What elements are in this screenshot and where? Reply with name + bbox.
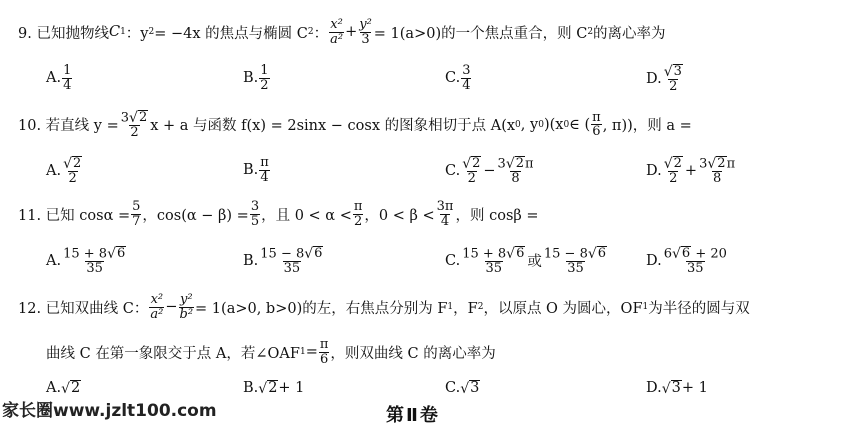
q10-option-a: A. √ 2 2 xyxy=(46,155,82,187)
q9-frac-x: $\frac{\text{x²}}{\text{a²}}$ xyxy=(330,17,344,47)
q11-option-b: B. 15 − 8 √ 6 35 xyxy=(243,245,323,277)
q9-plus: + xyxy=(345,24,358,41)
q9-option-a: A. $\frac{1}{4}$ xyxy=(46,63,72,93)
q9-tail: = 1(a>0)的一个焦点重合，则 C xyxy=(373,25,588,42)
q11-stem: 11. 已知 cosα = $\frac{5}{7}$ ，cos(α − β) = $\frac{3}{5}$ ，且 0 < α < $\frac{\pi}{2}$ ，0 < β < $\frac{3\pi}{4}$ ，则 cosβ = xyxy=(18,199,539,229)
q9-c1: C xyxy=(108,24,121,41)
q12-option-d: D. √ 3 + 1 xyxy=(646,380,708,397)
q12-option-c: C. √ 3 xyxy=(445,380,480,397)
q12-stem-line1: 12. 已知双曲线 C： $\frac{\text{x²}}{\text{a²}}$ − $\frac{\text{y²}}{\text{b²}}$ = 1(a>0, b>0)的左，右焦点分别为 F 1 ，F 2 ，以原点 O 为圆心，OF 1 为半径的圆与双 xyxy=(18,292,750,322)
q11-option-d: D. 6 √ 6 + 20 35 xyxy=(646,245,727,277)
q10-mid: x + a 与函数 f(x) = 2sinx − cosx 的图象相切于点 A(x xyxy=(150,118,516,135)
q9-option-b: B. $\frac{1}{2}$ xyxy=(243,63,269,93)
q9-frac-y: $\frac{\text{y²}}{3}$ xyxy=(359,17,372,47)
watermark: 家长圈www.jzlt100.com xyxy=(2,401,217,421)
q9-c1-sup: 2 xyxy=(148,27,155,38)
q10-stem: 10. 若直线 y = 3 √ 2 2 x + a 与函数 f(x) = 2sinx − cosx 的图象相切于点 A(x 0 , y 0 )(x 0 ∈ ( $\frac{\pi}{6}$ , π))，则 a = xyxy=(18,109,692,141)
q9-tail-sub: 2 xyxy=(587,27,594,38)
q9-c1-eq: ：y xyxy=(125,25,149,42)
q9-tail2: 的离心率为 xyxy=(593,25,666,42)
q10-option-c: C. √ 2 2 − 3 √ 2 π 8 xyxy=(445,155,534,187)
q10-slope: 3 √ 2 2 xyxy=(120,109,148,141)
q11-option-a: A. 15 + 8 √ 6 35 xyxy=(46,245,126,277)
q10-option-d: D. √ 2 2 + 3 √ 2 π 8 xyxy=(646,155,736,187)
q10-tail: , π))，则 a = xyxy=(602,118,692,135)
q9-option-d: D. √ 3 2 xyxy=(646,63,682,95)
section-title: 第Ⅱ卷 xyxy=(386,405,440,426)
q12-option-a: A. √ 2 xyxy=(46,380,81,397)
q9-stem xyxy=(18,18,666,46)
q10-pi-frac: $\frac{\pi}{6}$ xyxy=(592,109,601,140)
q10-prefix: 10. 若直线 y = xyxy=(18,118,119,135)
q9-c1-sub: 1 xyxy=(120,27,126,38)
q11-prefix: 11. 已知 cosα = xyxy=(18,207,131,224)
q9-colon: ： xyxy=(313,25,329,42)
q12-option-b: B. √ 2 + 1 xyxy=(243,380,305,397)
q9-c1-rhs: = −4x 的焦点与椭圆 C xyxy=(154,25,308,42)
q9-c2-sub: 2 xyxy=(307,27,314,38)
q11-option-c: C. 15 + 8 √ 6 35 或 15 − 8 √ 6 35 xyxy=(445,245,607,277)
q9-option-c: C. $\frac{3}{4}$ xyxy=(445,63,471,93)
q10-option-b: B. $\frac{\pi}{4}$ xyxy=(243,155,269,185)
q9-prefix: 9. 已知抛物线 xyxy=(18,25,109,42)
q12-stem-line2: 曲线 C 在第一象限交于点 A，若∠OAF 1 = $\frac{\pi}{6}$ ，则双曲线 C 的离心率为 xyxy=(46,337,496,367)
